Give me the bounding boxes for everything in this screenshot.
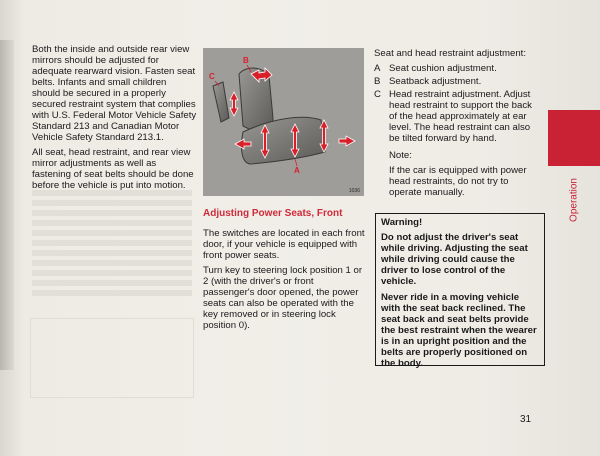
- power-seat-switch-figure: [203, 48, 364, 196]
- label-b: B: [243, 56, 249, 65]
- list-item-a: [374, 63, 542, 74]
- note-text: If the car is equipped with power head restraints, do not try to operate manually.: [389, 165, 527, 198]
- warning-box: [375, 213, 545, 369]
- figure-number: 1036: [348, 188, 360, 194]
- item-text: Head restraint adjustment. Adjust head restraint to support the back of the head approximately at ear level. The head restraint can also be tilted forward by hand.: [389, 89, 532, 144]
- list-item-b: [374, 76, 542, 87]
- seat-switch-illustration: [203, 48, 364, 196]
- warning-title: Warning!: [381, 217, 423, 228]
- switch-location-paragraph: The switches are located in each front door, if your vehicle is equipped with front power seats.: [203, 228, 365, 261]
- section-heading: Adjusting Power Seats, Front: [203, 208, 343, 219]
- adjustment-intro: Seat and head restraint adjustment:: [374, 48, 526, 59]
- item-letter: A: [374, 63, 381, 74]
- label-a: A: [294, 166, 300, 175]
- section-tab: [548, 110, 600, 166]
- label-a-leader: [295, 159, 297, 166]
- cushion-forward-arrow: [339, 136, 355, 146]
- list-item-c: [374, 89, 542, 144]
- item-text: Seat cushion adjustment.: [389, 63, 497, 74]
- item-text: Seatback adjustment.: [389, 76, 482, 87]
- before-motion-paragraph: All seat, head restraint, and rear view mirror adjustments as well as fastening of seat belts should be done before the vehicle is put into motion.: [32, 147, 194, 191]
- label-c: C: [209, 72, 215, 81]
- left-column: [32, 44, 197, 195]
- bleed-through-text: [32, 190, 192, 300]
- warning-paragraph-1: Do not adjust the driver's seat while driving. Adjusting the seat while driving could cause the driver to lose control of the vehicle.: [381, 232, 528, 287]
- head-restraint-switch: [213, 82, 229, 122]
- warning-paragraph-2: Never ride in a moving vehicle with the seat back reclined. The seat back and seat belts provide the best restraint when the wearer is in an upright position and the belts are properly positioned on the body.: [381, 292, 537, 369]
- head-restraint-arrow: [230, 92, 238, 116]
- item-letter: C: [374, 89, 381, 100]
- page-number: 31: [520, 414, 532, 425]
- bleed-through-box: [30, 318, 194, 398]
- steering-lock-paragraph: Turn key to steering lock position 1 or 2 (with the driver's or front passenger's door opened, the power seats can also be operated with the key removed or in steering lock position 0).: [203, 265, 363, 331]
- item-letter: B: [374, 76, 381, 87]
- note-label: Note:: [389, 150, 412, 161]
- section-tab-label: [548, 170, 600, 230]
- mirror-seatbelt-paragraph: Both the inside and outside rear view mirrors should be adjusted for adequate rearward vision. Fasten seat belts. Infants and small children should be secured in a properly secured restraint system that complies with U.S. Federal Motor Vehicle Safety Standard 213 and Canadian Motor Vehicle Safety Standard 213.1.: [32, 44, 197, 143]
- previous-page-edge: [0, 40, 14, 370]
- middle-column: [203, 208, 365, 335]
- operation-label: Operation: [568, 178, 580, 222]
- right-column: [374, 48, 542, 198]
